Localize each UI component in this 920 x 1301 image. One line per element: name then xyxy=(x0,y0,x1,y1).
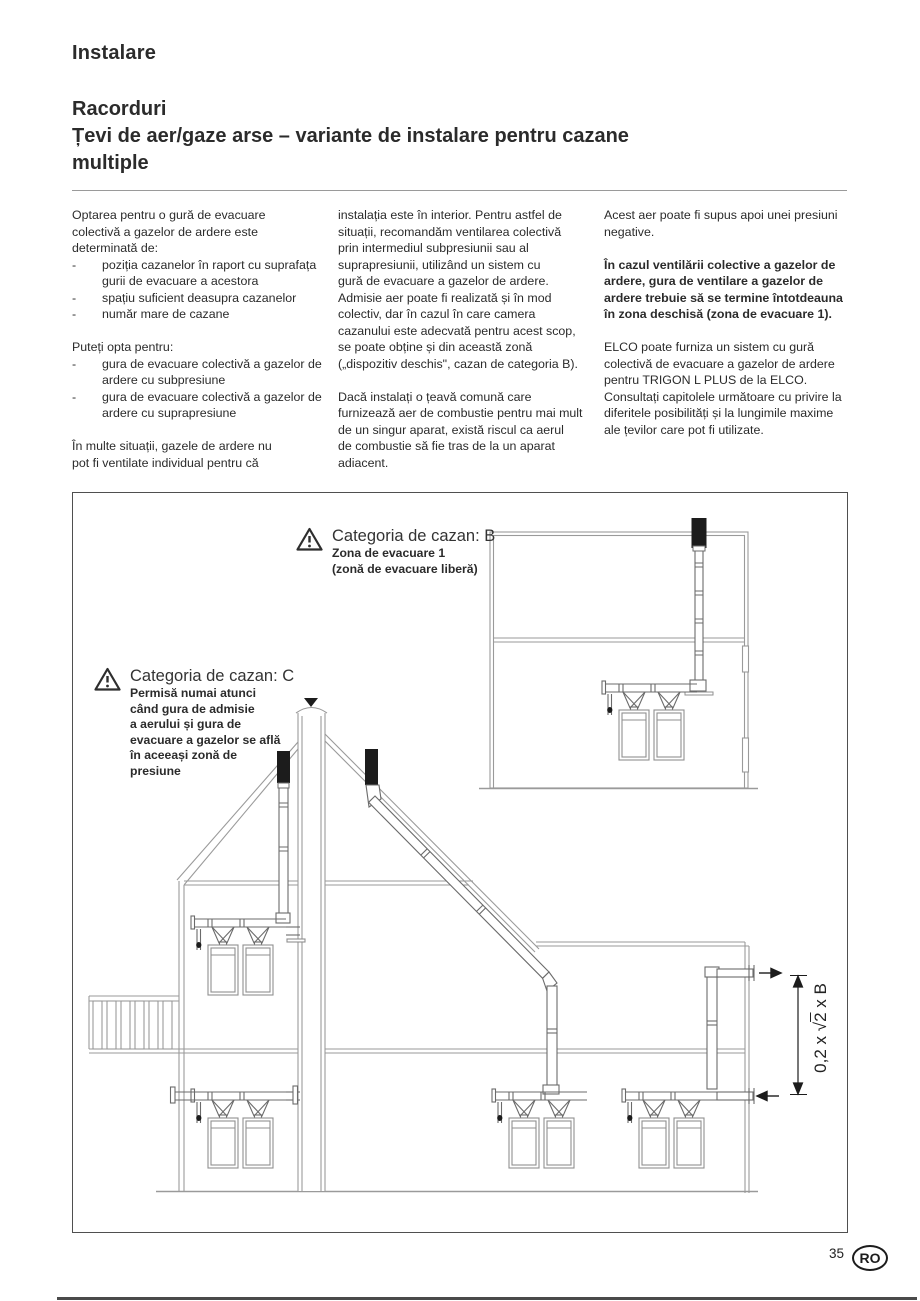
category-c-note-2: când gura de admisie xyxy=(130,701,255,716)
category-b-note-2: (zonă de evacuare liberă) xyxy=(332,561,478,576)
text-line: Optarea pentru o gură de evacuare xyxy=(72,208,266,222)
page-title: Instalare xyxy=(72,42,157,64)
category-c-note-4: evacuare a gazelor se află xyxy=(130,732,281,747)
text-line: ale țevilor care pot fi utilizate. xyxy=(604,422,764,437)
heading-divider xyxy=(72,190,847,191)
category-c-note-6: presiune xyxy=(130,763,181,778)
text-line: Admisie aer poate fi realizată și în mod xyxy=(338,290,552,305)
installation-diagram-panel xyxy=(72,492,848,1233)
text-line: colectiv, dar în cazul în care camera xyxy=(338,307,536,321)
category-c-title: Categoria de cazan: C xyxy=(130,667,295,685)
text-line: cazanului este adecvată pentru acest scop, xyxy=(338,323,576,338)
ground-right-links xyxy=(705,965,754,1104)
category-c-note-1: Permisă numai atunci xyxy=(130,686,256,700)
heading-line-2: Țevi de aer/gaze arse – variante de instalare pentru cazane xyxy=(72,125,629,147)
text-line: ardere cu suprapresiune xyxy=(102,406,237,420)
text-line: ardere, gura de ventilare a gazelor de xyxy=(604,274,823,288)
text-line xyxy=(604,323,854,340)
warning-icon xyxy=(94,667,121,692)
flue-pipe-slanted xyxy=(365,749,559,1094)
text-line: colectivă de evacuare a gazelor de ardere xyxy=(604,356,835,371)
boiler-pair-ground-left xyxy=(191,1089,286,1168)
text-line: Puteți opta pentru: xyxy=(72,340,174,354)
text-column-1 xyxy=(72,207,322,471)
text-line: - gura de evacuare colectivă a gazelor de xyxy=(72,389,322,404)
text-line: instalația este în interior. Pentru astfel de xyxy=(338,208,562,222)
text-line: de un singur aparat, există riscul ca aerul xyxy=(338,422,564,437)
text-line: prin intermediul subpresiunii sau al xyxy=(338,241,529,255)
boiler-pair-category-b xyxy=(602,681,697,760)
page-edge-artifact xyxy=(57,1297,917,1300)
text-line: pot fi ventilate individual pentru că xyxy=(72,455,259,470)
text-line: pentru TRIGON L PLUS de la ELCO. xyxy=(604,373,808,387)
flue-pipe-category-b xyxy=(685,518,713,695)
exhaust-arrow xyxy=(759,969,781,978)
chimney-shaft xyxy=(296,698,327,1191)
roof-terminal-cap-right xyxy=(365,749,378,785)
shaft-vent-marker xyxy=(304,698,318,707)
heading-line-3: multiple xyxy=(72,152,149,174)
dimension-label: 0,2 x √2 x B xyxy=(811,983,830,1073)
text-column-3 xyxy=(604,207,854,438)
text-line: determinată de: xyxy=(72,241,159,255)
text-line: gurii de evacuare a acestora xyxy=(102,274,259,288)
text-line: Acest aer poate fi supus apoi unei presiuni xyxy=(604,208,838,222)
text-line: se poate obține și din această zonă xyxy=(338,340,533,354)
country-badge: RO xyxy=(852,1245,888,1271)
text-line: furnizează aer de combustie pentru mai mult xyxy=(338,406,583,420)
text-line: colectivă a gazelor de ardere este xyxy=(72,224,258,239)
text-line: În multe situații, gazele de ardere nu xyxy=(72,439,272,453)
text-line xyxy=(72,323,322,340)
text-line: adiacent. xyxy=(338,455,389,470)
text-line: - gura de evacuare colectivă a gazelor de xyxy=(72,356,322,371)
text-line: Consultați capitolele următoare cu privire la xyxy=(604,389,842,404)
text-line: diferitele posibilități și la lungimile maxime xyxy=(604,406,834,420)
category-c-note-5: în aceeași zonă de xyxy=(130,748,238,762)
category-c-note-3: a aerului și gura de xyxy=(130,717,242,731)
page-number: 35 xyxy=(829,1246,845,1261)
category-b-title: Categoria de cazan: B xyxy=(332,527,496,545)
text-line: în zona deschisă (zona de evacuare 1). xyxy=(604,307,832,321)
intake-arrow xyxy=(757,1092,779,1101)
text-line: Dacă instalați o țeavă comună care xyxy=(338,389,532,404)
text-line: gură de evacuare a gazelor de ardere. xyxy=(338,274,549,288)
text-line xyxy=(72,422,322,439)
text-line: ELCO poate furniza un sistem cu gură xyxy=(604,340,815,354)
balcony-railing xyxy=(89,996,179,1049)
boiler-pair-ground-right xyxy=(622,1089,717,1168)
section-heading xyxy=(72,96,832,177)
dimension-line xyxy=(790,976,807,1095)
category-b-label xyxy=(296,527,495,577)
text-line: situații, recomandăm ventilarea colectivă xyxy=(338,224,562,239)
text-line: ardere cu subpresiune xyxy=(102,373,226,387)
warning-icon xyxy=(296,527,323,552)
installation-diagram xyxy=(73,493,846,1231)
text-line: ardere trebuie să se termine întotdeauna xyxy=(604,290,843,305)
heading-line-1: Racorduri xyxy=(72,98,167,120)
text-line xyxy=(604,240,854,257)
boiler-pair-ground-middle xyxy=(492,1089,587,1168)
boiler-pair-attic xyxy=(191,916,286,995)
text-line xyxy=(338,372,593,389)
roof-terminal-cap-b xyxy=(692,518,707,548)
text-line: - poziția cazanelor în raport cu suprafața xyxy=(72,257,317,272)
text-line: de combustie să fie tras de la un aparat xyxy=(338,439,555,453)
text-line: suprapresiunii, utilizând un sistem cu xyxy=(338,257,541,272)
text-line: („dispozitiv deschis", cazan de categoria B). xyxy=(338,356,578,371)
text-line: - număr mare de cazane xyxy=(72,307,230,321)
text-line: - spațiu suficient deasupra cazanelor xyxy=(72,290,297,305)
category-c-label xyxy=(94,667,294,779)
text-line: negative. xyxy=(604,224,655,239)
ground-left-links xyxy=(171,1086,301,1104)
text-line: În cazul ventilării colective a gazelor de xyxy=(604,257,836,272)
category-b-note-1: Zona de evacuare 1 xyxy=(332,546,446,560)
text-column-2 xyxy=(338,207,593,471)
